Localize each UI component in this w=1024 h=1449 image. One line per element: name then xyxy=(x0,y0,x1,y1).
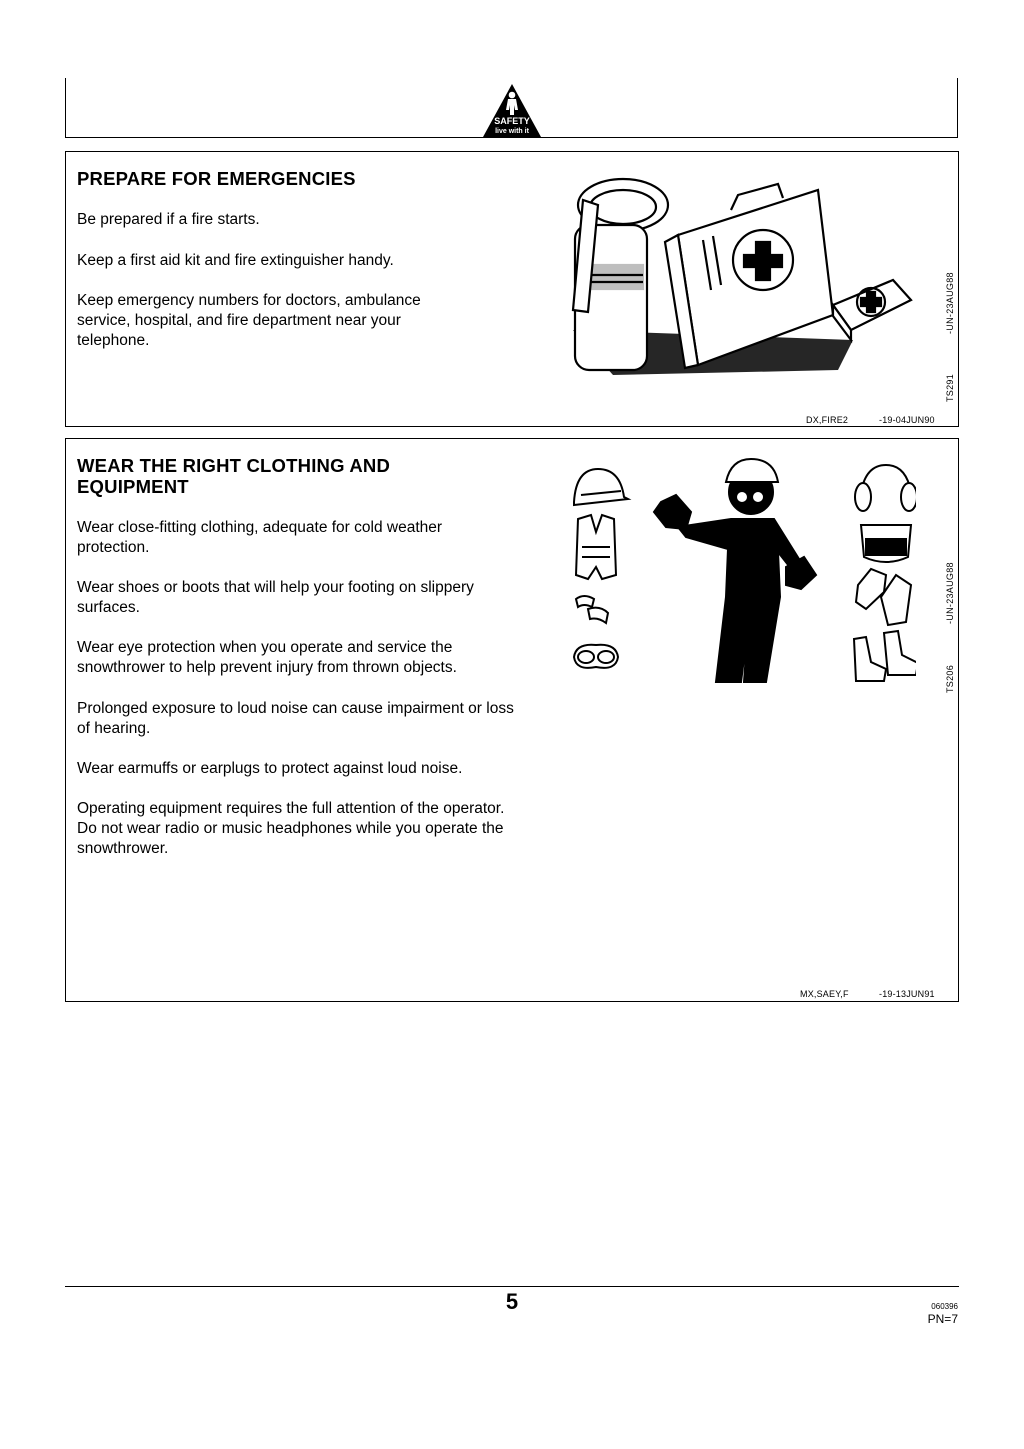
section-right-clothing xyxy=(65,438,959,1002)
fire-extinguisher-first-aid-kit-illustration xyxy=(553,170,923,390)
paragraph: Wear shoes or boots that will help your footing on slippery surfaces. xyxy=(77,579,474,616)
page-identifier: PN=7 xyxy=(927,1312,958,1326)
safety-logo-line1: SAFETY xyxy=(494,116,530,126)
safety-logo-line2: live with it xyxy=(495,128,529,135)
paragraph: Keep a first aid kit and fire extinguisher handy. xyxy=(77,252,394,269)
ref-code: MX,SAEY,F xyxy=(800,989,849,999)
side-code-top: -UN-23AUG88 xyxy=(945,272,955,334)
doc-date: 060396 xyxy=(931,1302,958,1311)
paragraph: Keep emergency numbers for doctors, ambulance service, hospital, and fire department near your telephone. xyxy=(77,292,421,349)
side-code-bottom: TS206 xyxy=(945,664,955,693)
ref-date: -19-04JUN90 xyxy=(879,415,935,425)
safety-logo xyxy=(481,82,543,139)
paragraph: Operating equipment requires the full attention of the operator. Do not wear radio or music headphones while you operate the snowthrower. xyxy=(77,800,505,857)
paragraph: Wear close-fitting clothing, adequate for cold weather protection. xyxy=(77,519,443,556)
protective-equipment-worker-illustration xyxy=(566,457,916,692)
section-title: PREPARE FOR EMERGENCIES xyxy=(77,168,356,189)
side-code-top: -UN-23AUG88 xyxy=(945,562,955,624)
footer-rule xyxy=(65,1286,959,1287)
paragraph: Wear eye protection when you operate and service the snowthrower to help prevent injury from thrown objects. xyxy=(77,639,457,676)
section-title: WEAR THE RIGHT CLOTHING AND EQUIPMENT xyxy=(77,455,391,497)
paragraph: Prolonged exposure to loud noise can cause impairment or loss of hearing. xyxy=(77,700,514,737)
section-prepare-emergencies xyxy=(65,151,959,427)
page-number: 5 xyxy=(505,1289,519,1314)
paragraph: Be prepared if a fire starts. xyxy=(77,211,260,228)
side-code-bottom: TS291 xyxy=(945,373,955,402)
ref-code: DX,FIRE2 xyxy=(806,415,849,425)
ref-date: -19-13JUN91 xyxy=(879,989,935,999)
paragraph: Wear earmuffs or earplugs to protect against loud noise. xyxy=(77,760,463,777)
